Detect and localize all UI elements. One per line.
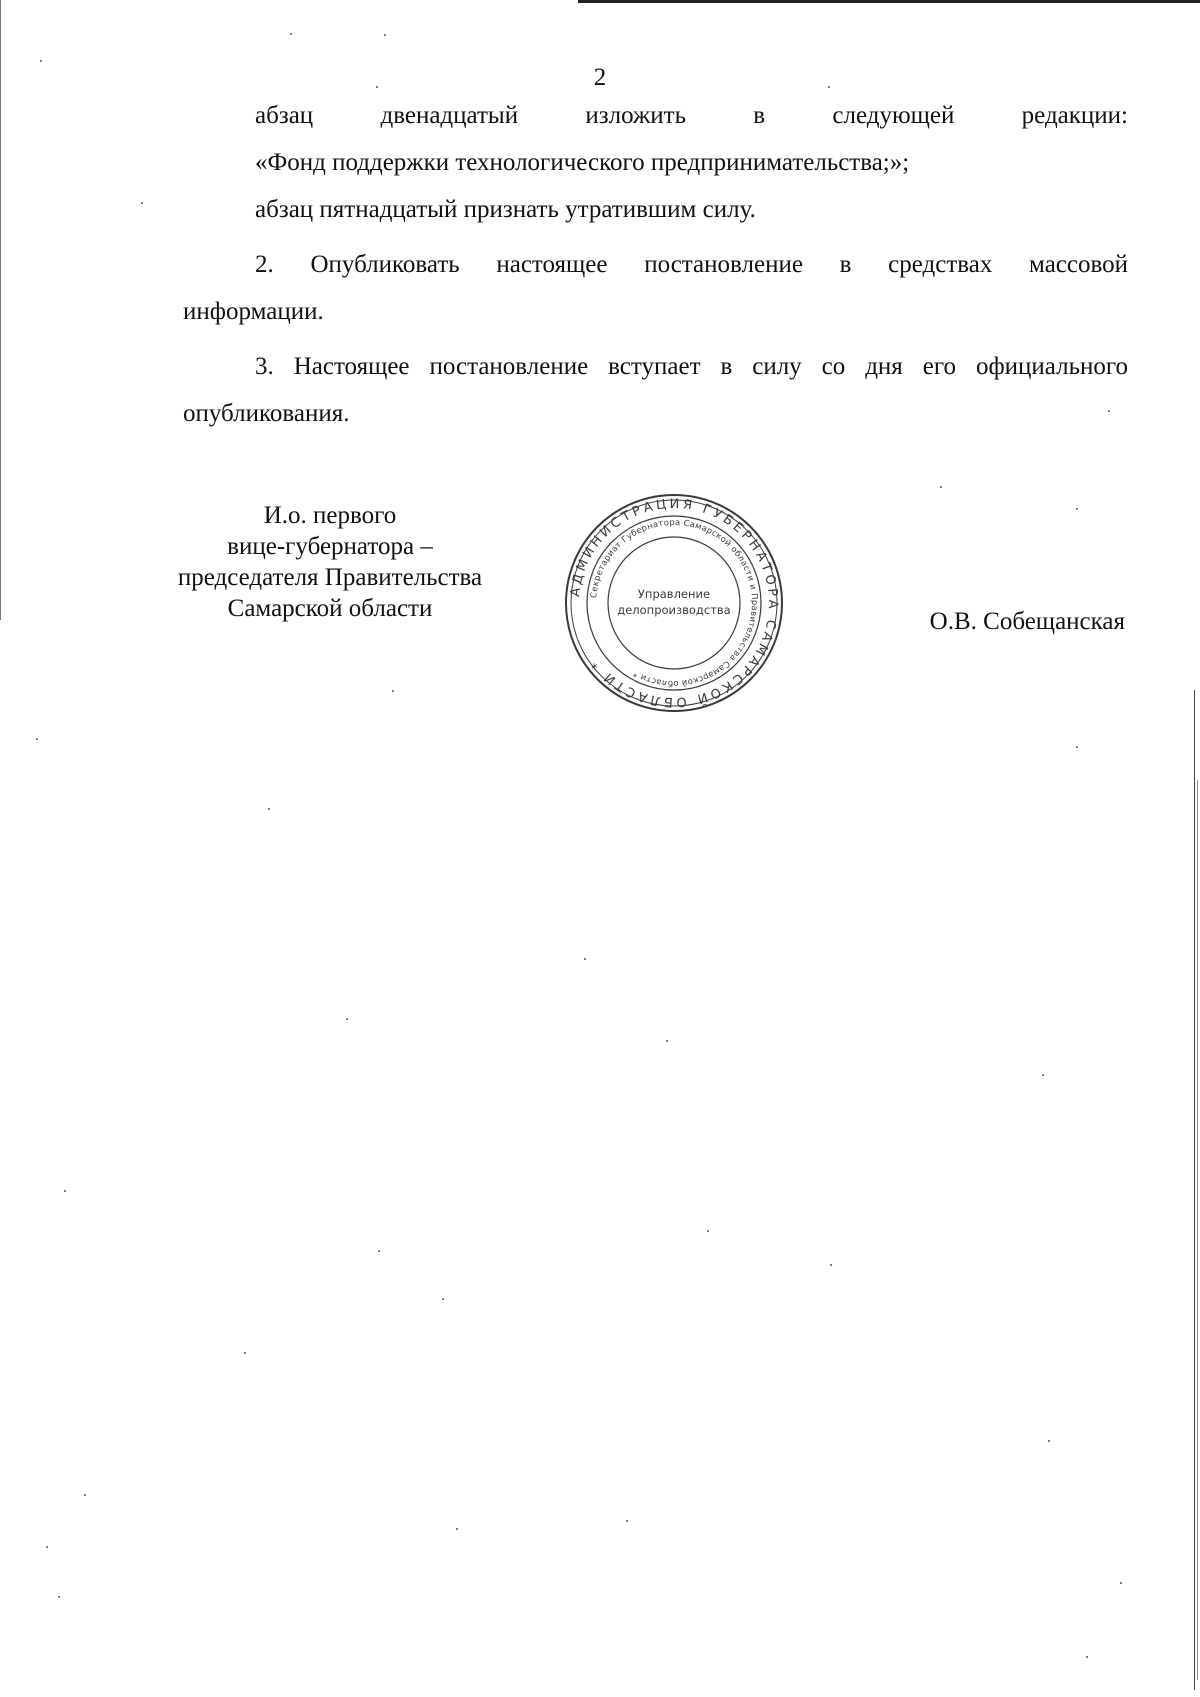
paragraph-line: абзац двенадцатый изложить в следующей редакции:: [255, 102, 1128, 129]
paragraph-line: опубликования.: [183, 400, 350, 427]
signatory-title-line: Самарской области: [227, 595, 433, 622]
scan-speck: [64, 1190, 66, 1192]
scan-speck: [1042, 1074, 1044, 1076]
signatory-title-line: председателя Правительства: [177, 564, 483, 591]
scan-speck: [707, 1230, 709, 1232]
scan-speck: [36, 738, 38, 740]
scan-speck: [584, 958, 586, 960]
scan-right-edge: [1194, 690, 1195, 1690]
seal-center-line-1: Управление: [637, 587, 711, 601]
seal-center-line-2: делопроизводства: [617, 603, 731, 617]
seal-graphic: [556, 490, 792, 716]
scan-speck: [58, 1596, 60, 1598]
paragraph-line: информации.: [183, 298, 324, 325]
scan-speck: [141, 202, 143, 204]
signatory-name: О.В. Собещанская: [929, 608, 1125, 635]
scan-speck: [1108, 410, 1110, 412]
signatory-title-line: И.о. первого: [263, 502, 397, 529]
page-number: 2: [593, 64, 607, 91]
scan-speck: [442, 1298, 444, 1300]
scan-speck: [392, 690, 394, 692]
seal-outer-text: АДМИНИСТРАЦИЯ ГУБЕРНАТОРА САМАРСКОЙ ОБЛАСТИ *: [568, 496, 781, 710]
scan-speck: [378, 1250, 380, 1252]
scan-speck: [244, 1352, 246, 1354]
scan-speck: [830, 1264, 832, 1266]
scan-speck: [46, 1546, 48, 1548]
scan-speck: [290, 33, 292, 35]
scan-speck: [384, 34, 386, 36]
paragraph-line: «Фонд поддержки технологического предпринимательства;»;: [255, 149, 910, 176]
scan-speck: [666, 1040, 668, 1042]
signatory-title: [150, 500, 510, 624]
seal-inner-text: Секретариат Губернатора Самарской области и Правительства Самарской области *: [588, 516, 761, 690]
scan-speck: [1086, 1656, 1088, 1658]
scan-speck: [84, 1494, 86, 1496]
scan-top-rule: [578, 0, 1200, 3]
scan-speck: [1076, 508, 1078, 510]
paragraph-line: абзац пятнадцатый признать утратившим силу.: [255, 196, 756, 223]
document-body: [183, 92, 1128, 437]
scan-speck: [40, 60, 42, 62]
scan-speck: [626, 1520, 628, 1522]
scan-speck: [1076, 746, 1078, 748]
scan-speck: [828, 86, 830, 88]
scan-speck: [346, 1018, 348, 1020]
scan-speck: [1120, 1582, 1122, 1584]
signatory-title-line: вице-губернатора –: [227, 533, 433, 560]
scan-speck: [1048, 1440, 1050, 1442]
scan-speck: [268, 808, 270, 810]
scan-speck: [940, 486, 942, 488]
paragraph-line: 3. Настоящее постановление вступает в силу со дня его официального: [255, 353, 1128, 380]
scan-speck: [456, 1528, 458, 1530]
scan-left-edge: [0, 0, 1, 620]
scan-speck: [376, 86, 378, 88]
scan-right-edge-secondary: [1197, 780, 1198, 1680]
official-seal: [556, 490, 792, 716]
paragraph-line: 2. Опубликовать настоящее постановление в средствах массовой: [255, 251, 1128, 278]
